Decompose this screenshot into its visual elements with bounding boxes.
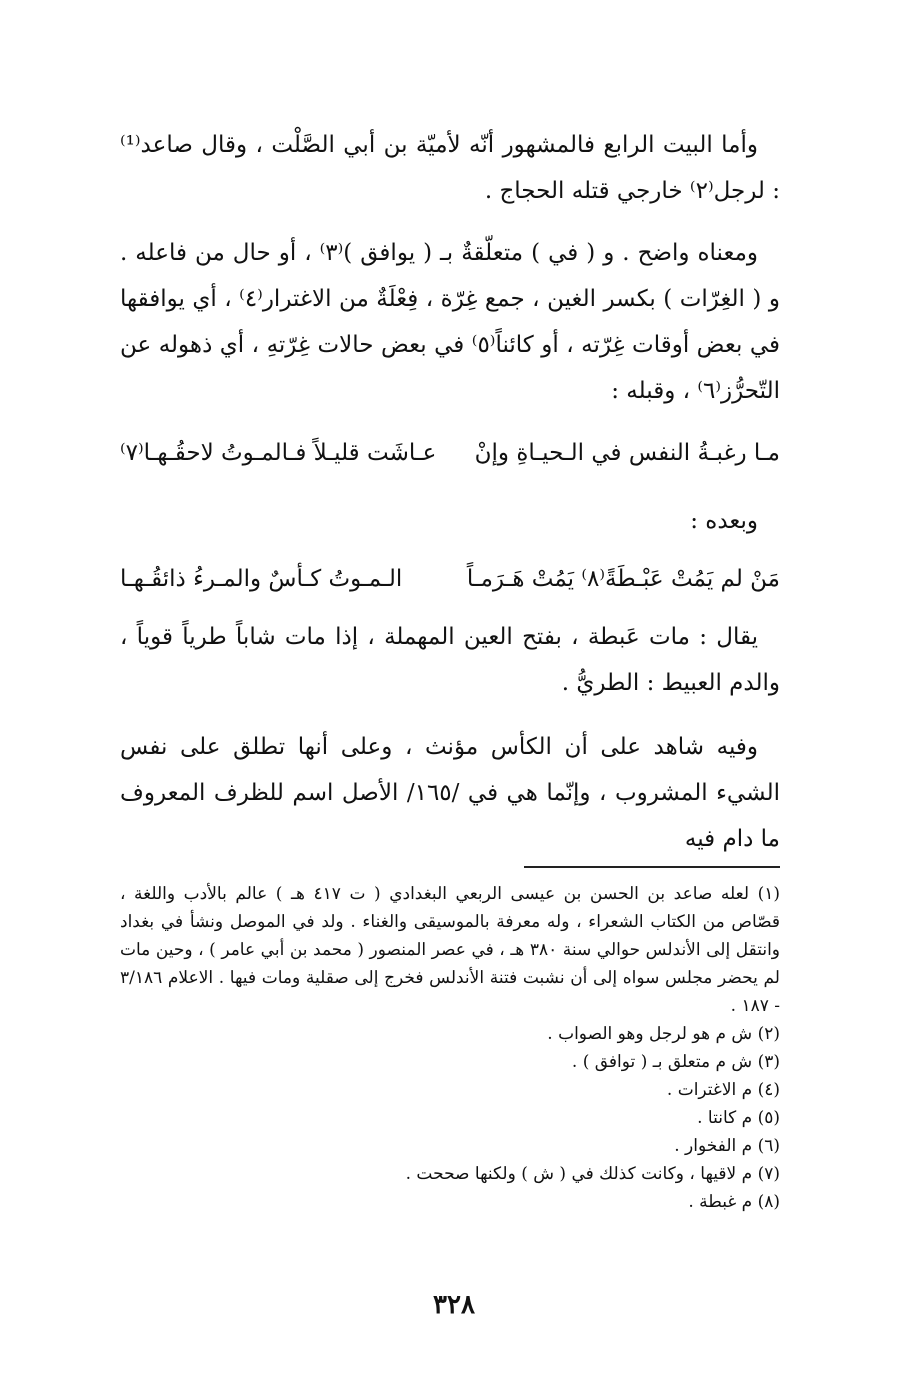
footnote-8: (٨) م غبطة . [688, 1192, 780, 1212]
verse-1-second-hemistich: عـاشَت قليـلاً فـالمـوتُ لاحقُـهـا⁽٧⁾ [120, 440, 437, 466]
footnote-2: (٢) ش م هو لرجل وهو الصواب . [547, 1024, 780, 1044]
verse-1-first-hemistich: مـا رغبـةُ النفس في الـحيـاةِ وإنْ [474, 440, 780, 466]
footnote-5: (٥) م كانتا . [697, 1108, 780, 1128]
paragraph-abta-definition: يقال : مات عَبطة ، بفتح العين المهملة ، إذا مات شاباً طرياً قوياً ، والدم العبيط : الطريُّ . [120, 624, 780, 696]
page-number: ٣٢٨ [433, 1290, 475, 1320]
footnote-separator [524, 866, 780, 868]
footnote-4: (٤) م الاغترات . [666, 1080, 780, 1100]
verse-2-second-hemistich: الـمـوتُ كـأسٌ والمـرءُ ذائقُـهـا [120, 566, 403, 592]
paragraph-kas-evidence: وفيه شاهد على أن الكأس مؤنث ، وعلى أنها تطلق على نفس الشيء المشروب ، وإنّما هي في /١٦٥/ الأصل اسم للظرف المعروف ما دام فيه [120, 734, 780, 852]
footnote-6: (٦) م الفخوار . [674, 1136, 780, 1156]
paragraph-after: وبعده : [690, 508, 758, 534]
footnote-3: (٣) ش م متعلق بـ ( توافق ) . [571, 1052, 780, 1072]
paragraph-meaning: ومعناه واضح . و ( في ) متعلّقةٌ بـ ( يوافق )⁽٣⁾ ، أو حال من فاعله . و ( الغِرّات ) بكسر الغين ، جمع غِرّة ، فِعْلَةٌ من الاغترار⁽٤⁾ ، أي يوافقها في بعض أوقات غِرّته ، أو كائناً⁽٥⁾ في بعض حالات غِرّتهِ ، أي ذهوله عن التّحرُّز⁽٦⁾ ، وقبله : [120, 240, 781, 404]
footnotes [120, 880, 780, 1216]
verse-2-first-hemistich: مَنْ لم يَمُتْ عَبْـطَةً⁽٨⁾ يَمُتْ هَـرَمـاً [466, 566, 780, 592]
footnote-1: (١) لعله صاعد بن الحسن بن عيسى الربعي البغدادي ( ت ٤١٧ هـ ) عالم بالأدب واللغة ، قصّاص من الكتاب الشعراء ، وله معرفة بالموسيقى والغناء . ولد في الموصل ونشأ في بغداد وانتقل إلى الأندلس حوالي سنة ٣٨٠ هـ ، في عصر المنصور ( محمد بن أبي عامر ) ، وحين مات لم يحضر مجلس سواه إلى أن نشبت فتنة الأندلس فخرج إلى صقلية ومات فيها . الاعلام ٣/١٨٦ - ١٨٧ . [120, 884, 780, 1016]
verse-1 [120, 430, 780, 476]
footnote-7: (٧) م لاقيها ، وكانت كذلك في ( ش ) ولكنها صححت . [405, 1164, 780, 1184]
verse-2 [120, 556, 780, 602]
paragraph-attribution: وأما البيت الرابع فالمشهور أنّه لأميّة بن أبي الصَّلْت ، وقال صاعد⁽¹⁾ : لرجل⁽٢⁾ خارجي قتله الحجاج . [120, 132, 780, 204]
